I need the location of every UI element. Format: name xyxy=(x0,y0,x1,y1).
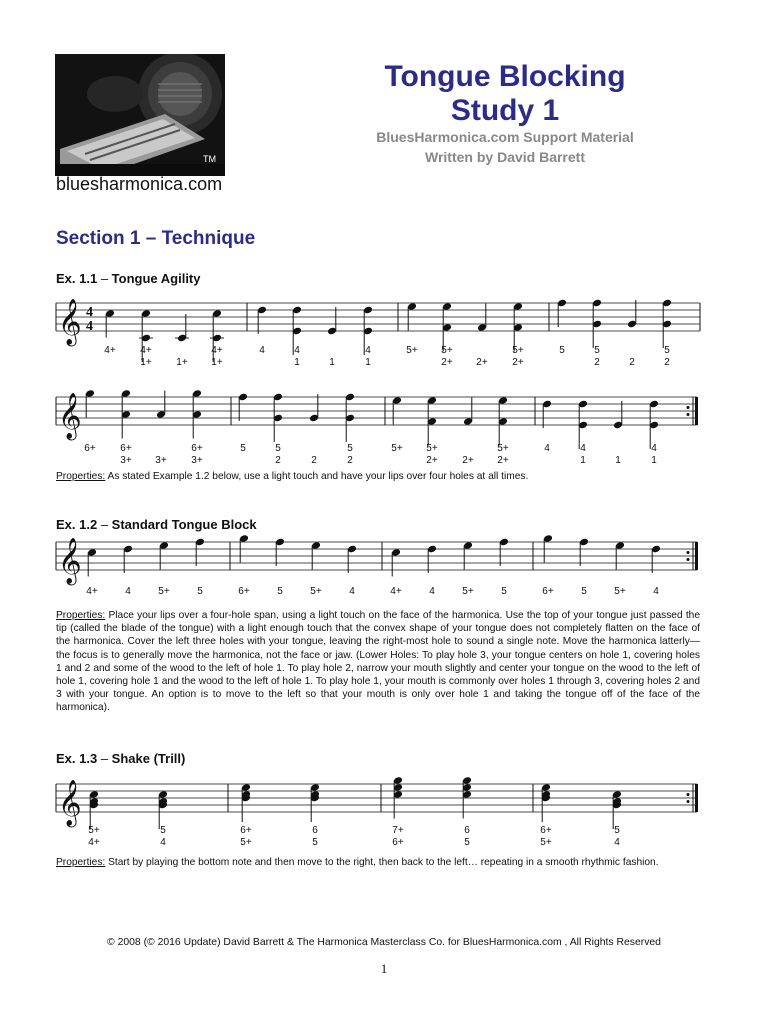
time-signature-top: 4 xyxy=(86,305,93,320)
example-2-heading: Ex. 1.2 – Standard Tongue Block xyxy=(56,517,257,532)
hole-number-label: 1 xyxy=(294,357,300,368)
example-1-heading: Ex. 1.1 – Tongue Agility xyxy=(56,271,201,286)
hole-number-label: 4 xyxy=(651,443,657,454)
hole-number-label: 1 xyxy=(615,455,621,466)
treble-clef-icon: 𝄞 xyxy=(58,780,82,826)
repeat-dot xyxy=(687,558,690,561)
hole-number-label: 5 xyxy=(559,345,565,356)
hole-number-label: 5 xyxy=(614,825,620,836)
repeat-dot xyxy=(687,800,690,803)
hole-number-label: 1+ xyxy=(140,357,152,368)
hole-number-label: 5 xyxy=(240,443,246,454)
hole-number-label: 1+ xyxy=(176,357,188,368)
hole-number-label: 5+ xyxy=(158,586,170,597)
hole-number-label: 4 xyxy=(160,837,166,848)
hole-number-label: 6 xyxy=(464,825,470,836)
hole-number-label: 7+ xyxy=(392,825,404,836)
repeat-dot xyxy=(687,406,690,409)
treble-clef-icon: 𝄞 xyxy=(58,299,82,345)
hole-number-label: 6+ xyxy=(392,837,404,848)
hole-number-label: 5 xyxy=(501,586,507,597)
repeat-dot xyxy=(687,793,690,796)
repeat-dot xyxy=(687,413,690,416)
hole-number-label: 4 xyxy=(614,837,620,848)
hole-number-label: 1 xyxy=(329,357,335,368)
subtitle-line2: Written by David Barrett xyxy=(425,149,585,165)
page-title-line1: Tongue Blocking xyxy=(384,60,626,93)
hole-number-label: 2+ xyxy=(441,357,453,368)
hole-number-label: 1 xyxy=(651,455,657,466)
hole-number-label: 2+ xyxy=(476,357,488,368)
page-title-line2: Study 1 xyxy=(450,94,560,127)
hole-number-label: 6+ xyxy=(540,825,552,836)
hole-number-label: 4+ xyxy=(104,345,116,356)
hole-number-label: 4+ xyxy=(86,586,98,597)
logo-wordmark: bluesharmonica.com xyxy=(56,174,223,194)
hole-number-label: 5 xyxy=(160,825,166,836)
hole-number-label: 6+ xyxy=(191,443,203,454)
hole-number-label: 5+ xyxy=(240,837,252,848)
example-3-heading: Ex. 1.3 – Shake (Trill) xyxy=(56,751,186,766)
hole-number-label: 6+ xyxy=(542,586,554,597)
example-1-properties: Properties: As stated Example 1.2 below, use a light touch and have your lips over four holes at all times. xyxy=(56,471,529,482)
hole-number-label: 5+ xyxy=(497,443,509,454)
hole-number-label: 5+ xyxy=(310,586,322,597)
final-bar-thick xyxy=(695,542,698,570)
hole-number-label: 1 xyxy=(580,455,586,466)
final-bar-thick xyxy=(695,397,698,425)
example-3-properties: Properties: Start by playing the bottom note and then move to the right, then back to the left… repeating in a smooth rhythmic fashion. xyxy=(56,857,659,868)
hole-number-label: 4+ xyxy=(88,837,100,848)
hole-number-label: 4 xyxy=(365,345,371,356)
hole-number-label: 5+ xyxy=(462,586,474,597)
repeat-dot xyxy=(687,551,690,554)
hole-number-label: 5+ xyxy=(512,345,524,356)
hole-number-label: 4+ xyxy=(390,586,402,597)
hole-number-label: 3+ xyxy=(120,455,132,466)
hole-number-label: 4 xyxy=(349,586,355,597)
hole-number-label: 5 xyxy=(347,443,353,454)
hole-number-label: 3+ xyxy=(155,455,167,466)
hole-number-label: 4 xyxy=(294,345,300,356)
hole-number-label: 1 xyxy=(365,357,371,368)
treble-clef-icon: 𝄞 xyxy=(58,538,82,584)
hole-number-label: 6+ xyxy=(238,586,250,597)
hole-number-label: 2+ xyxy=(497,455,509,466)
hole-number-label: 5+ xyxy=(426,443,438,454)
hole-number-label: 6+ xyxy=(240,825,252,836)
hole-number-label: 4 xyxy=(653,586,659,597)
hole-number-label: 5 xyxy=(464,837,470,848)
hole-number-label: 5 xyxy=(664,345,670,356)
hole-number-label: 5 xyxy=(581,586,587,597)
hole-number-label: 5+ xyxy=(406,345,418,356)
copyright-footer: © 2008 (© 2016 Update) David Barrett & The Harmonica Masterclass Co. for BluesHarmonica.com , All Rights Reserved xyxy=(107,937,661,948)
hole-number-label: 4 xyxy=(125,586,131,597)
hole-number-label: 5 xyxy=(275,443,281,454)
hole-number-label: 2+ xyxy=(426,455,438,466)
hole-number-label: 5 xyxy=(277,586,283,597)
hole-number-label: 4+ xyxy=(211,345,223,356)
hole-number-label: 2+ xyxy=(462,455,474,466)
hole-number-label: 2 xyxy=(594,357,600,368)
final-bar-thick xyxy=(695,784,698,812)
hole-number-label: 5+ xyxy=(441,345,453,356)
trademark-mark: TM xyxy=(203,154,216,164)
treble-clef-icon: 𝄞 xyxy=(58,393,82,439)
hole-number-label: 2 xyxy=(347,455,353,466)
hole-number-label: 5 xyxy=(312,837,318,848)
hole-number-label: 4 xyxy=(259,345,265,356)
example-2-properties: Properties: Place your lips over a four-hole span, using a light touch on the face of the harmonica. Use the top of your tongue just passed the tip (called the blade of the tongue) with a light enough touch that the convex shape of your tongue does not completely flatten on the face of the harmonica. Cover the left three holes with your tongue, leaving the right-most hole to sound a single note. Move the harmonica latterly—the focus is to generally move the harmonica, not the face or jaw. (Lower Holes: To play hole 3, your tongue centers on hole 1, covering holes 1 and 2 and some of the wood to the left of hole 1. To play hole 2, narrow your mouth slightly and center your tongue on the wood to the left of hole 1, covering hole 1 and the wood to the left of hole 1. To play hole 1, your mouth is commonly over holes 1 through 3, covering holes 2 and 3 with your tongue. An option is to move to the left so that your mouth is only over hole 1 and taking the tongue off of the face of the harmonica). xyxy=(56,610,700,714)
hole-number-label: 2 xyxy=(664,357,670,368)
hole-number-label: 2+ xyxy=(512,357,524,368)
hole-number-label: 2 xyxy=(275,455,281,466)
hole-number-label: 5+ xyxy=(88,825,100,836)
hole-number-label: 1+ xyxy=(211,357,223,368)
page-number: 1 xyxy=(380,961,388,976)
time-signature-bottom: 4 xyxy=(86,319,93,334)
hole-number-label: 5+ xyxy=(391,443,403,454)
hole-number-label: 4 xyxy=(580,443,586,454)
hole-number-label: 6 xyxy=(312,825,318,836)
hole-number-label: 4 xyxy=(429,586,435,597)
hole-number-label: 2 xyxy=(311,455,317,466)
hole-number-label: 5+ xyxy=(614,586,626,597)
hole-number-label: 6+ xyxy=(120,443,132,454)
section-title: Section 1 – Technique xyxy=(56,228,256,249)
hole-number-label: 3+ xyxy=(191,455,203,466)
hole-number-label: 5 xyxy=(197,586,203,597)
hole-number-label: 4 xyxy=(544,443,550,454)
hole-number-label: 2 xyxy=(629,357,635,368)
hole-number-label: 5+ xyxy=(540,837,552,848)
hole-number-label: 6+ xyxy=(84,443,96,454)
hole-number-label: 4+ xyxy=(140,345,152,356)
subtitle-line1: BluesHarmonica.com Support Material xyxy=(376,129,634,145)
hole-number-label: 5 xyxy=(594,345,600,356)
